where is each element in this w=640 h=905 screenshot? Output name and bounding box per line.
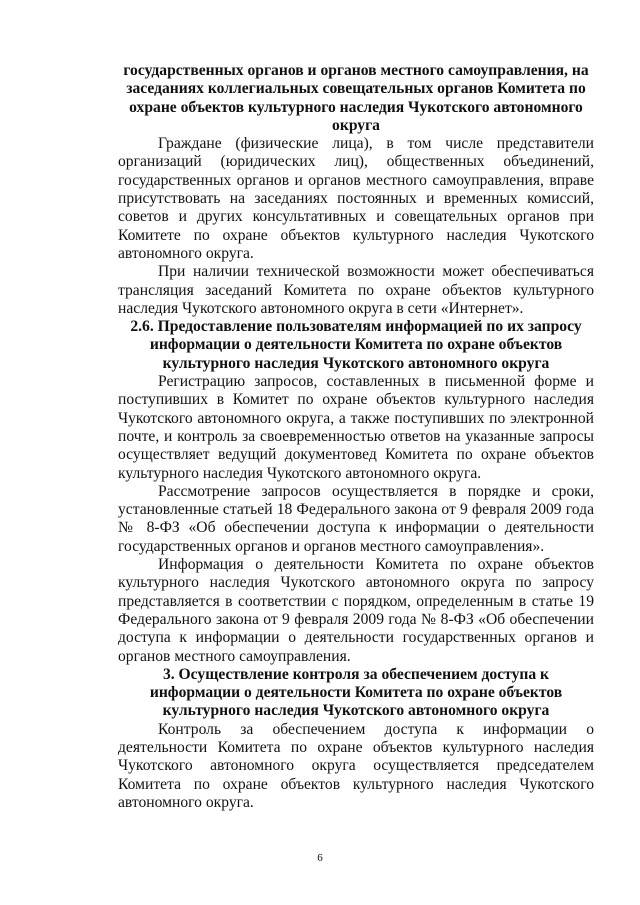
paragraph-citizens-attendance: Граждане (физические лица), в том числе представители организаций (юридических лиц), общественных объединений, государственных органов и органов местного самоуправления, вправе присутствовать на заседаниях постоянных и временных комиссий, советов и других консультативных и совещательных органов при Комитете по охране объектов культурного наследия Чукотского автономного округа. (118, 135, 594, 262)
paragraph-request-review: Рассмотрение запросов осуществляется в порядке и сроки, установленные статьей 18 Федерального закона от 9 февраля 2009 года № 8-ФЗ «Об обеспечении доступа к информации о деятельности государственных органов и органов местного самоуправления». (118, 482, 594, 555)
page-number: 6 (317, 852, 323, 864)
document-body (118, 62, 594, 812)
paragraph-broadcast: При наличии технической возможности может обеспечиваться трансляция заседаний Комитета по охране объектов культурного наследия Чукотского автономного округа в сети «Интернет». (118, 263, 594, 317)
section-heading-2-6: 2.6. Предоставление пользователям информацией по их запросу информации о деятельности Комитета по охране объектов культурного наследия Чукотского автономного округа (130, 318, 582, 372)
section-heading-3: 3. Осуществление контроля за обеспечением доступа к информации о деятельности Комитета по охране объектов культурного наследия Чукотского автономного округа (149, 665, 563, 720)
paragraph-information-provision: Информация о деятельности Комитета по охране объектов культурного наследия Чукотского автономного округа по запросу представляется в соответствии с порядком, определенным в статье 19 Федерального закона от 9 февраля 2009 года № 8-ФЗ «Об обеспечении доступа к информации о деятельности государственных органов и органов местного самоуправления. (118, 556, 594, 665)
paragraph-control: Контроль за обеспечением доступа к информации о деятельности Комитета по охране объектов культурного наследия Чукотского автономного округа осуществляется председателем Комитета по охране объектов культурного наследия Чукотского автономного округа. (118, 720, 594, 811)
section-heading-continued: государственных органов и органов местного самоуправления, на заседаниях коллегиальных совещательных органов Комитета по охране объектов культурного наследия Чукотского автономного округа (123, 62, 589, 134)
paragraph-request-registration: Регистрацию запросов, составленных в письменной форме и поступивших в Комитет по охране объектов культурного наследия Чукотского автономного округа, а также поступивших по электронной почте, и контроль за своевременностью ответов на указанные запросы осуществляет ведущий документовед Комитета по охране объектов культурного наследия Чукотского автономного округа. (118, 373, 594, 482)
